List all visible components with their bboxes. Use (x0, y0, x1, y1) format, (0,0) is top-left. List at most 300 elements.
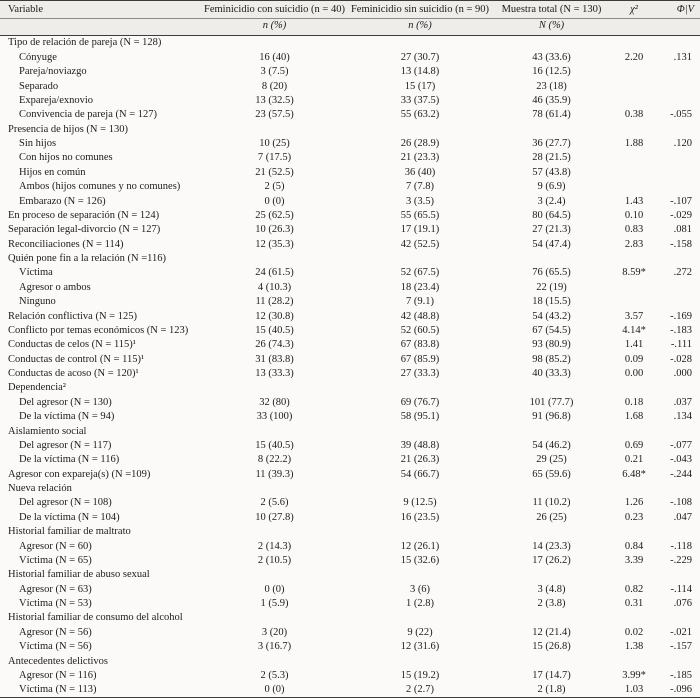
row-label: Víctima (N = 53) (19, 598, 92, 610)
value-muestra-total: 18 (15.5) (532, 296, 571, 308)
table-row (0, 94, 700, 108)
value-muestra-total (493, 36, 610, 51)
value-sin-suicidio: 52 (67.5) (400, 267, 440, 279)
row-label: Reconciliaciones (N = 114) (8, 238, 124, 250)
value-sin-suicidio (347, 525, 493, 539)
value-chi2 (610, 36, 658, 51)
value-phi-v: -.169 (670, 310, 692, 322)
value-muestra-total (493, 381, 610, 395)
value-phi-v: -.229 (670, 554, 692, 566)
value-con-suicidio: 16 (40) (259, 51, 290, 63)
value-sin-suicidio: 27 (30.7) (400, 51, 440, 63)
value-muestra-total: 57 (43.8) (532, 166, 571, 178)
value-con-suicidio (202, 252, 347, 266)
value-phi-v: -.108 (670, 497, 692, 509)
value-con-suicidio: 15 (40.5) (255, 439, 294, 451)
value-sin-suicidio: 12 (26.1) (400, 540, 440, 552)
table-row (0, 209, 700, 223)
section-row (0, 525, 700, 539)
value-muestra-total: 23 (18) (536, 80, 567, 92)
value-sin-suicidio: 55 (63.2) (400, 109, 440, 121)
value-con-suicidio: 10 (25) (259, 138, 290, 150)
value-sin-suicidio (347, 424, 493, 438)
value-muestra-total: 43 (33.6) (532, 51, 571, 63)
value-con-suicidio (202, 568, 347, 582)
row-label: Nueva relación (8, 483, 72, 495)
value-phi-v: -.158 (670, 238, 692, 250)
value-con-suicidio: 32 (80) (259, 396, 290, 408)
value-chi2 (610, 165, 658, 179)
row-label: Del agresor (N = 130) (19, 396, 112, 408)
column-header-con-suicidio: Feminicidio con suicidio (n = 40) (202, 1, 347, 19)
value-chi2 (610, 611, 658, 625)
value-con-suicidio: 31 (83.8) (255, 353, 294, 365)
row-label: Antecedentes delictivos (8, 655, 109, 667)
section-row (0, 482, 700, 496)
value-sin-suicidio: 1 (2.8) (406, 598, 434, 610)
table-row (0, 194, 700, 208)
value-chi2: 0.84 (624, 540, 644, 552)
value-chi2 (610, 482, 658, 496)
table-row (0, 266, 700, 280)
value-phi-v: -.185 (670, 669, 692, 681)
value-sin-suicidio: 3 (3.5) (406, 195, 434, 207)
value-chi2 (610, 180, 658, 194)
value-chi2: 0.10 (624, 209, 644, 221)
table-row (0, 309, 700, 323)
value-con-suicidio: 3 (7.5) (260, 66, 289, 78)
value-con-suicidio: 11 (39.3) (255, 468, 294, 480)
subheader-blank (658, 19, 700, 36)
value-sin-suicidio (347, 654, 493, 668)
value-phi-v (658, 424, 700, 438)
row-label: Ambos (hijos comunes y no comunes) (19, 181, 181, 193)
row-label: Relación conflictiva (N = 125) (8, 310, 137, 322)
value-chi2: 1.41 (624, 339, 644, 351)
value-phi-v (658, 381, 700, 395)
value-muestra-total: 67 (54.5) (532, 324, 571, 336)
value-phi-v: .134 (673, 411, 692, 423)
value-chi2: 2.20 (624, 51, 644, 63)
row-label: Conflicto por temas económicos (N = 123) (8, 324, 189, 336)
row-label: Con hijos no comunes (19, 152, 113, 164)
table-row (0, 410, 700, 424)
value-phi-v: -.107 (670, 195, 692, 207)
value-muestra-total: 22 (19) (536, 281, 567, 293)
value-phi-v: .131 (673, 51, 692, 63)
value-phi-v: -.157 (670, 641, 692, 653)
value-con-suicidio (202, 424, 347, 438)
value-sin-suicidio: 9 (22) (407, 626, 433, 638)
table-row (0, 582, 700, 596)
row-label: Ninguno (19, 296, 56, 308)
table-row (0, 554, 700, 568)
table-row (0, 597, 700, 611)
value-muestra-total (493, 424, 610, 438)
section-row (0, 36, 700, 51)
section-row (0, 654, 700, 668)
value-sin-suicidio: 3 (6) (409, 583, 431, 595)
value-phi-v (658, 122, 700, 136)
table-row (0, 165, 700, 179)
section-row (0, 252, 700, 266)
value-chi2 (610, 525, 658, 539)
value-phi-v (658, 252, 700, 266)
subheader-n-pct-sin: n (%) (347, 19, 493, 36)
value-chi2 (610, 654, 658, 668)
value-chi2 (610, 381, 658, 395)
value-phi-v (658, 180, 700, 194)
value-chi2: 4.14* (622, 324, 646, 336)
value-muestra-total: 11 (10.2) (532, 497, 571, 509)
column-header-sin-suicidio: Feminicidio sin suicidio (n = 90) (347, 1, 493, 19)
value-con-suicidio (202, 654, 347, 668)
row-label: Historial familiar de maltrato (8, 526, 131, 538)
row-label: Embarazo (N = 126) (19, 195, 106, 207)
value-sin-suicidio (347, 568, 493, 582)
value-sin-suicidio: 39 (48.8) (400, 439, 440, 451)
value-sin-suicidio: 2 (2.7) (406, 684, 434, 696)
value-muestra-total: 98 (85.2) (532, 353, 571, 365)
row-label: Conductas de celos (N = 115)¹ (8, 339, 136, 351)
value-muestra-total: 15 (26.8) (532, 641, 571, 653)
value-sin-suicidio: 18 (23.4) (400, 281, 440, 293)
column-header-muestra-total: Muestra total (N = 130) (493, 1, 610, 19)
value-chi2: 1.68 (624, 411, 644, 423)
value-con-suicidio: 12 (35.3) (255, 238, 294, 250)
value-sin-suicidio: 36 (40) (404, 166, 436, 178)
value-phi-v: -.028 (670, 353, 692, 365)
table-row (0, 324, 700, 338)
value-muestra-total (493, 252, 610, 266)
section-row (0, 611, 700, 625)
row-label: Del agresor (N = 117) (19, 439, 112, 451)
value-phi-v: .047 (673, 511, 692, 523)
row-label: Dependencia² (8, 382, 66, 394)
value-sin-suicidio (347, 122, 493, 136)
value-muestra-total: 101 (77.7) (529, 396, 574, 408)
value-sin-suicidio: 42 (48.8) (400, 310, 440, 322)
value-phi-v (658, 36, 700, 51)
value-sin-suicidio: 13 (14.8) (400, 66, 440, 78)
value-sin-suicidio: 55 (65.5) (400, 209, 440, 221)
value-phi-v (658, 525, 700, 539)
value-con-suicidio: 1 (5.9) (260, 598, 289, 610)
value-chi2: 6.48* (622, 468, 646, 480)
value-muestra-total: 76 (65.5) (532, 267, 571, 279)
value-con-suicidio: 12 (30.8) (255, 310, 294, 322)
value-chi2 (610, 122, 658, 136)
row-label: Historial familiar de consumo del alcohol (8, 612, 183, 624)
value-sin-suicidio: 69 (76.7) (400, 396, 440, 408)
column-subtitle-row (0, 19, 700, 36)
value-con-suicidio: 8 (20) (261, 80, 288, 92)
value-sin-suicidio (347, 611, 493, 625)
value-sin-suicidio: 33 (37.5) (400, 94, 440, 106)
value-muestra-total: 17 (26.2) (532, 554, 571, 566)
value-chi2: 0.18 (624, 396, 644, 408)
section-row (0, 424, 700, 438)
value-muestra-total: 80 (64.5) (532, 209, 571, 221)
value-con-suicidio: 13 (33.3) (255, 368, 294, 380)
table-row (0, 223, 700, 237)
value-sin-suicidio: 21 (26.3) (400, 454, 440, 466)
value-muestra-total: 3 (2.4) (537, 195, 566, 207)
value-muestra-total (493, 568, 610, 582)
value-sin-suicidio: 26 (28.9) (400, 138, 440, 150)
value-muestra-total: 29 (25) (536, 454, 567, 466)
value-con-suicidio (202, 611, 347, 625)
value-con-suicidio: 3 (20) (261, 626, 288, 638)
value-con-suicidio: 21 (52.5) (255, 166, 294, 178)
value-con-suicidio: 10 (27.8) (255, 511, 294, 523)
value-muestra-total: 2 (1.8) (537, 684, 566, 696)
value-phi-v (658, 79, 700, 93)
row-label: Conductas de control (N = 115)¹ (8, 353, 145, 365)
row-label: Agresor (N = 56) (19, 626, 92, 638)
value-con-suicidio: 15 (40.5) (255, 324, 294, 336)
value-sin-suicidio: 21 (23.3) (400, 152, 440, 164)
value-phi-v (658, 654, 700, 668)
value-muestra-total: 54 (43.2) (532, 310, 571, 322)
table-row (0, 625, 700, 639)
row-label: Separación legal-divorcio (N = 127) (8, 224, 161, 236)
value-chi2: 3.57 (624, 310, 644, 322)
value-phi-v: .000 (673, 368, 692, 380)
value-phi-v: -.043 (670, 454, 692, 466)
value-con-suicidio (202, 122, 347, 136)
value-chi2: 1.26 (624, 497, 644, 509)
value-con-suicidio: 26 (74.3) (255, 339, 294, 351)
section-row (0, 122, 700, 136)
value-con-suicidio: 0 (0) (264, 195, 285, 207)
value-sin-suicidio: 58 (95.1) (400, 411, 440, 423)
table-row (0, 151, 700, 165)
value-muestra-total: 54 (46.2) (532, 439, 571, 451)
value-con-suicidio (202, 525, 347, 539)
value-phi-v: .081 (673, 224, 692, 236)
table-row (0, 453, 700, 467)
row-label: Aislamiento social (8, 425, 87, 437)
row-label: Presencia de hijos (N = 130) (8, 123, 128, 135)
row-label: Agresor (N = 63) (19, 583, 92, 595)
table-row (0, 496, 700, 510)
value-sin-suicidio (347, 381, 493, 395)
row-label: Pareja/noviazgo (19, 66, 87, 78)
value-phi-v: -.077 (670, 439, 692, 451)
value-con-suicidio: 2 (10.5) (257, 554, 292, 566)
column-header-phi-v: Φ|V (658, 1, 700, 19)
table-row (0, 180, 700, 194)
value-phi-v: -.029 (670, 209, 692, 221)
value-muestra-total (493, 611, 610, 625)
row-label: Víctima (N = 113) (19, 684, 97, 696)
row-label: Agresor (N = 60) (19, 540, 92, 552)
value-chi2: 0.83 (624, 224, 644, 236)
value-con-suicidio (202, 381, 347, 395)
value-con-suicidio: 7 (17.5) (257, 152, 292, 164)
value-phi-v: .076 (673, 598, 692, 610)
value-con-suicidio: 2 (5) (264, 181, 285, 193)
value-phi-v: -.118 (670, 540, 692, 552)
value-sin-suicidio: 15 (19.2) (400, 669, 440, 681)
value-con-suicidio: 23 (57.5) (255, 109, 294, 121)
table-row (0, 108, 700, 122)
value-con-suicidio: 2 (14.3) (257, 540, 292, 552)
value-sin-suicidio: 52 (60.5) (400, 324, 440, 336)
section-row (0, 381, 700, 395)
value-phi-v (658, 295, 700, 309)
row-label: Separado (19, 80, 59, 92)
value-chi2: 0.82 (624, 583, 644, 595)
value-con-suicidio: 2 (5.6) (260, 497, 289, 509)
row-label: De la víctima (N = 116) (19, 454, 120, 466)
value-con-suicidio: 25 (62.5) (255, 209, 294, 221)
value-chi2: 8.59* (622, 267, 646, 279)
value-chi2: 3.99* (622, 669, 646, 681)
value-chi2 (610, 568, 658, 582)
value-phi-v: .120 (673, 138, 692, 150)
value-sin-suicidio: 42 (52.5) (400, 238, 440, 250)
value-muestra-total: 46 (35.9) (532, 94, 571, 106)
value-sin-suicidio: 9 (12.5) (403, 497, 437, 509)
value-chi2: 0.69 (624, 439, 644, 451)
column-header-variable: Variable (0, 1, 202, 19)
row-label: Convivencia de pareja (N = 127) (19, 109, 157, 121)
value-muestra-total (493, 482, 610, 496)
value-chi2 (610, 280, 658, 294)
value-con-suicidio: 24 (61.5) (255, 267, 294, 279)
value-muestra-total: 26 (25) (536, 511, 567, 523)
table-row (0, 295, 700, 309)
value-muestra-total: 36 (27.7) (532, 138, 571, 150)
value-chi2 (610, 151, 658, 165)
value-sin-suicidio: 16 (23.5) (400, 511, 440, 523)
value-chi2: 1.38 (624, 641, 644, 653)
value-con-suicidio: 2 (5.3) (260, 669, 289, 681)
value-con-suicidio: 3 (16.7) (257, 641, 292, 653)
value-phi-v (658, 482, 700, 496)
value-chi2: 3.39 (624, 554, 644, 566)
value-chi2: 0.23 (624, 511, 644, 523)
table-header (0, 1, 700, 36)
value-sin-suicidio: 67 (85.9) (400, 353, 440, 365)
value-con-suicidio: 4 (10.3) (257, 281, 292, 293)
value-chi2 (610, 79, 658, 93)
value-phi-v (658, 280, 700, 294)
value-con-suicidio: 13 (32.5) (255, 94, 294, 106)
row-label: Tipo de relación de pareja (N = 128) (8, 37, 162, 49)
value-chi2 (610, 295, 658, 309)
value-chi2: 0.00 (624, 368, 644, 380)
value-sin-suicidio (347, 482, 493, 496)
value-chi2 (610, 424, 658, 438)
value-sin-suicidio: 27 (33.3) (400, 368, 440, 380)
table-row (0, 669, 700, 683)
value-sin-suicidio: 15 (17) (404, 80, 436, 92)
table-row (0, 439, 700, 453)
value-phi-v: -.114 (670, 583, 692, 595)
row-label: Hijos en común (19, 166, 86, 178)
value-con-suicidio: 0 (0) (264, 684, 285, 696)
value-muestra-total: 40 (33.3) (532, 368, 571, 380)
value-sin-suicidio (347, 36, 493, 51)
row-label: Sin hijos (19, 138, 57, 150)
value-muestra-total: 28 (21.5) (532, 152, 571, 164)
value-phi-v (658, 568, 700, 582)
column-title-row (0, 1, 700, 19)
value-chi2: 0.38 (624, 109, 644, 121)
value-sin-suicidio: 12 (31.6) (400, 641, 440, 653)
value-sin-suicidio: 15 (32.6) (400, 554, 440, 566)
table-row (0, 50, 700, 64)
value-muestra-total: 17 (14.7) (532, 669, 571, 681)
value-chi2: 0.31 (624, 598, 644, 610)
value-muestra-total: 16 (12.5) (532, 66, 571, 78)
row-label: Quién pone fin a la relación (N =116) (8, 253, 167, 265)
value-phi-v (658, 65, 700, 79)
value-phi-v (658, 94, 700, 108)
table-row (0, 510, 700, 524)
value-chi2: 1.43 (624, 195, 644, 207)
value-phi-v: .037 (673, 396, 692, 408)
value-muestra-total: 12 (21.4) (532, 626, 571, 638)
value-sin-suicidio: 67 (83.8) (400, 339, 440, 351)
value-muestra-total: 9 (6.9) (537, 181, 566, 193)
value-con-suicidio: 10 (26.3) (255, 224, 294, 236)
section-row (0, 568, 700, 582)
value-sin-suicidio (347, 252, 493, 266)
value-con-suicidio (202, 36, 347, 51)
value-muestra-total: 65 (59.6) (532, 468, 571, 480)
value-muestra-total (493, 525, 610, 539)
table-row (0, 539, 700, 553)
row-label: Expareja/exnovio (19, 94, 94, 106)
row-label: Agresor o ambos (19, 281, 91, 293)
subheader-blank (610, 19, 658, 36)
table-row (0, 338, 700, 352)
row-label: Agresor con expareja(s) (N =109) (8, 468, 151, 480)
value-sin-suicidio: 54 (66.7) (400, 468, 440, 480)
value-phi-v: -.111 (670, 339, 692, 351)
table-row (0, 237, 700, 251)
value-chi2: 1.03 (624, 684, 644, 696)
value-sin-suicidio: 17 (19.1) (400, 224, 440, 236)
table-body (0, 36, 700, 698)
value-muestra-total: 3 (4.8) (537, 583, 566, 595)
row-label: Agresor (N = 116) (19, 669, 97, 681)
table-row (0, 683, 700, 698)
row-label: Conductas de acoso (N = 120)¹ (8, 368, 139, 380)
table-row (0, 137, 700, 151)
value-muestra-total: 78 (61.4) (532, 109, 571, 121)
table-row (0, 395, 700, 409)
value-muestra-total: 14 (23.3) (532, 540, 571, 552)
value-con-suicidio: 0 (0) (264, 583, 285, 595)
value-con-suicidio: 33 (100) (256, 411, 293, 423)
row-label: Cónyuge (19, 51, 57, 63)
value-con-suicidio: 11 (28.2) (255, 296, 294, 308)
value-muestra-total: 2 (3.8) (537, 598, 566, 610)
value-chi2: 0.09 (624, 353, 644, 365)
value-muestra-total (493, 122, 610, 136)
subheader-n-pct-con: n (%) (202, 19, 347, 36)
value-chi2: 0.02 (624, 626, 644, 638)
value-muestra-total: 54 (47.4) (532, 238, 571, 250)
row-label: Víctima (19, 267, 53, 279)
value-muestra-total (493, 654, 610, 668)
value-phi-v: -.055 (670, 109, 692, 121)
